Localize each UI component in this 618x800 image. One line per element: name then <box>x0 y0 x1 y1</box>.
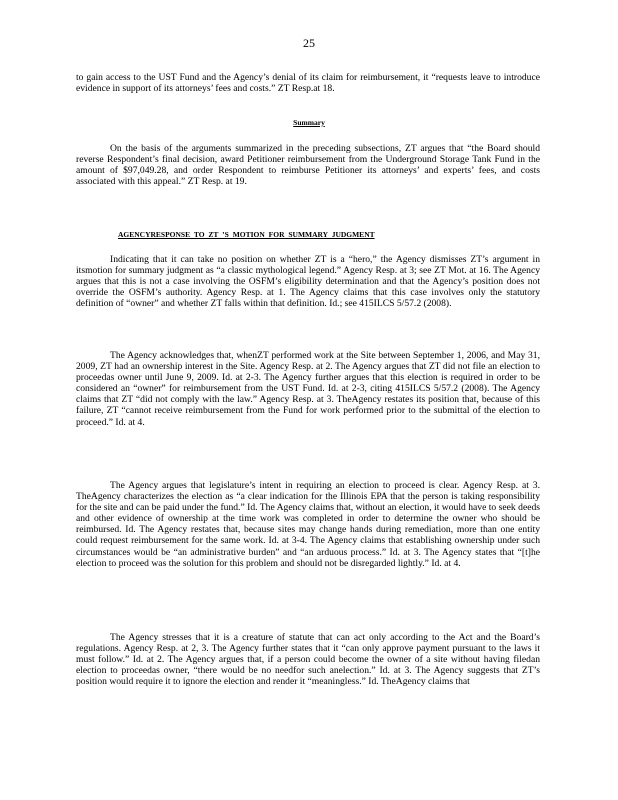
page-number: 25 <box>303 36 315 50</box>
section-heading-summary: Summary <box>293 118 325 127</box>
body-paragraph: The Agency acknowledges that, whenZT performed work at the Site between September 1, 2006, and May 31, 2009, ZT had an ownership interest in the Site. Agency Resp. at 2. The Agency argues that ZT did not file an election to proceedas owner until June 9, 2009. Id. at 2-3. The Agency further argues that this election is required in order to be considered an “owner” for reimbursement from the UST Fund. Id. at 2-3, citing 415ILCS 5/57.2 (2008). The Agency claims that ZT “did not comply with the law.” Agency Resp. at 3. TheAgency restates its position that, because of this failure, ZT “cannot receive reimbursement from the Fund for work performed prior to the submittal of the election to proceed.” Id. at 4. <box>76 350 540 428</box>
summary-paragraph: On the basis of the arguments summarized in the preceding subsections, ZT argues that “the Board should reverse Respondent’s final decision, award Petitioner reimbursement from the Underground Storage Tank Fund in the amount of $97,049.28, and order Respondent to reimburse Petitioner its attorneys’ and experts’ fees, and costs associated with this appeal.” ZT Resp. at 19. <box>76 143 540 188</box>
body-paragraph: The Agency argues that legislature’s intent in requiring an election to proceed is clear. Agency Resp. at 3. TheAgency characterizes the election as “a clear indication for the Illinois EPA that the person is taking responsibility for the site and can be paid under the fund.” Id. The Agency claims that, without an election, it would have to seek deeds and other evidence of ownership at the time work was completed in order to determine the owner who should be reimbursed. Id. The Agency restates that, because sites may change hands during remediation, more than one entity could request reimbursement for the same work. Id. at 3-4. The Agency claims that establishing ownership under such circumstances would be “an administrative burden” and “an arduous process.” Id. at 3. The Agency states that “[t]he election to proceed was the solution for this problem and should not be disregarded lightly.” Id. at 4. <box>76 480 540 569</box>
section-heading-agency-response: AGENCYRESPONSE TO ZT ’S MOTION FOR SUMMARY JUDGMENT <box>118 230 375 239</box>
carryover-paragraph: to gain access to the UST Fund and the Agency’s denial of its claim for reimbursement, it “requests leave to introduce evidence in support of its attorneys’ fees and costs.” ZT Resp.at 18. <box>76 72 540 95</box>
body-paragraph: Indicating that it can take no position on whether ZT is a “hero,” the Agency dismisses ZT’s argument in itsmotion for summary judgment as “a classic mythological legend.” Agency Resp. at 3; see ZT Mot. at 16. The Agency argues that this is not a case involving the OSFM’s eligibility determination and that the Agency’s position does not override the OSFM’s authority. Agency Resp. at 1. The Agency claims that this case involves only the statutory definition of “owner” and whether ZT falls within that definition. Id.; see 415ILCS 5/57.2 (2008). <box>76 254 540 310</box>
body-paragraph: The Agency stresses that it is a creature of statute that can act only according to the Act and the Board’s regulations. Agency Resp. at 2, 3. The Agency further states that it “can only approve payment pursuant to the laws it must follow.” Id. at 2. The Agency argues that, if a person could become the owner of a site without having filedan election to proceedas owner, “there would be no needfor such anelection.” Id. at 3. The Agency suggests that ZT’s position would require it to ignore the election and render it “meaningless.” Id. TheAgency claims that <box>76 632 540 688</box>
